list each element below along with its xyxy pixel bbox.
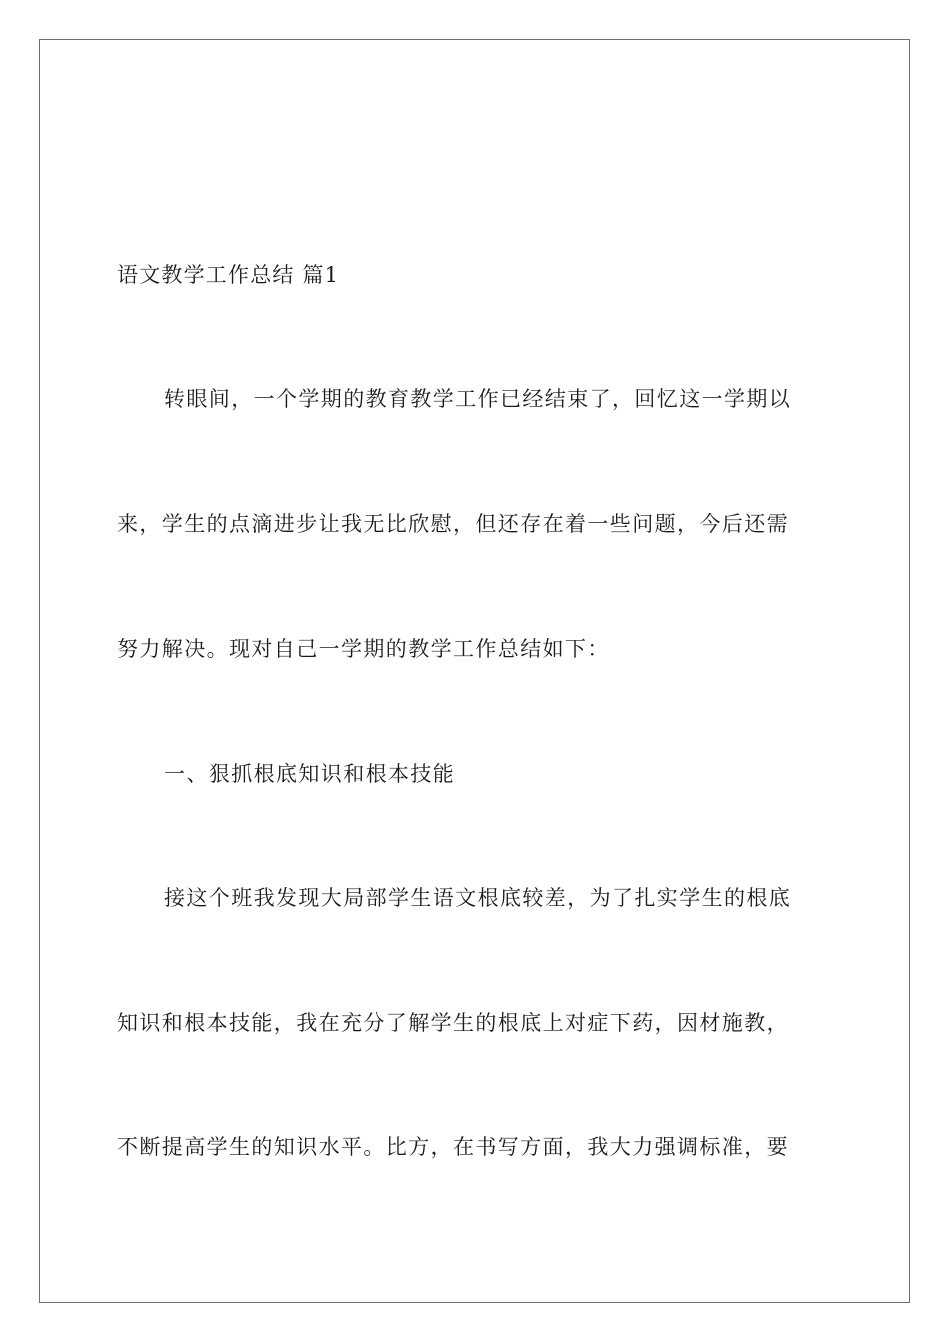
paragraph-2-line-3: 不断提高学生的知识水平。比方，在书写方面，我大力强调标准，要 <box>117 1135 789 1159</box>
page-border <box>39 39 910 1303</box>
paragraph-1-line-3: 努力解决。现对自己一学期的教学工作总结如下： <box>117 637 610 661</box>
paragraph-2-line-2: 知识和根本技能，我在充分了解学生的根底上对症下药，因材施教， <box>117 1011 789 1035</box>
section-heading-1: 一、狠抓根底知识和根本技能 <box>164 762 456 786</box>
paragraph-1-line-1: 转眼间，一个学期的教育教学工作已经结束了，回忆这一学期以 <box>164 387 792 411</box>
document-title: 语文教学工作总结 篇1 <box>117 263 340 287</box>
paragraph-2-line-1: 接这个班我发现大局部学生语文根底较差，为了扎实学生的根底 <box>164 886 792 910</box>
paragraph-1-line-2: 来，学生的点滴进步让我无比欣慰，但还存在着一些问题，今后还需 <box>117 512 789 536</box>
